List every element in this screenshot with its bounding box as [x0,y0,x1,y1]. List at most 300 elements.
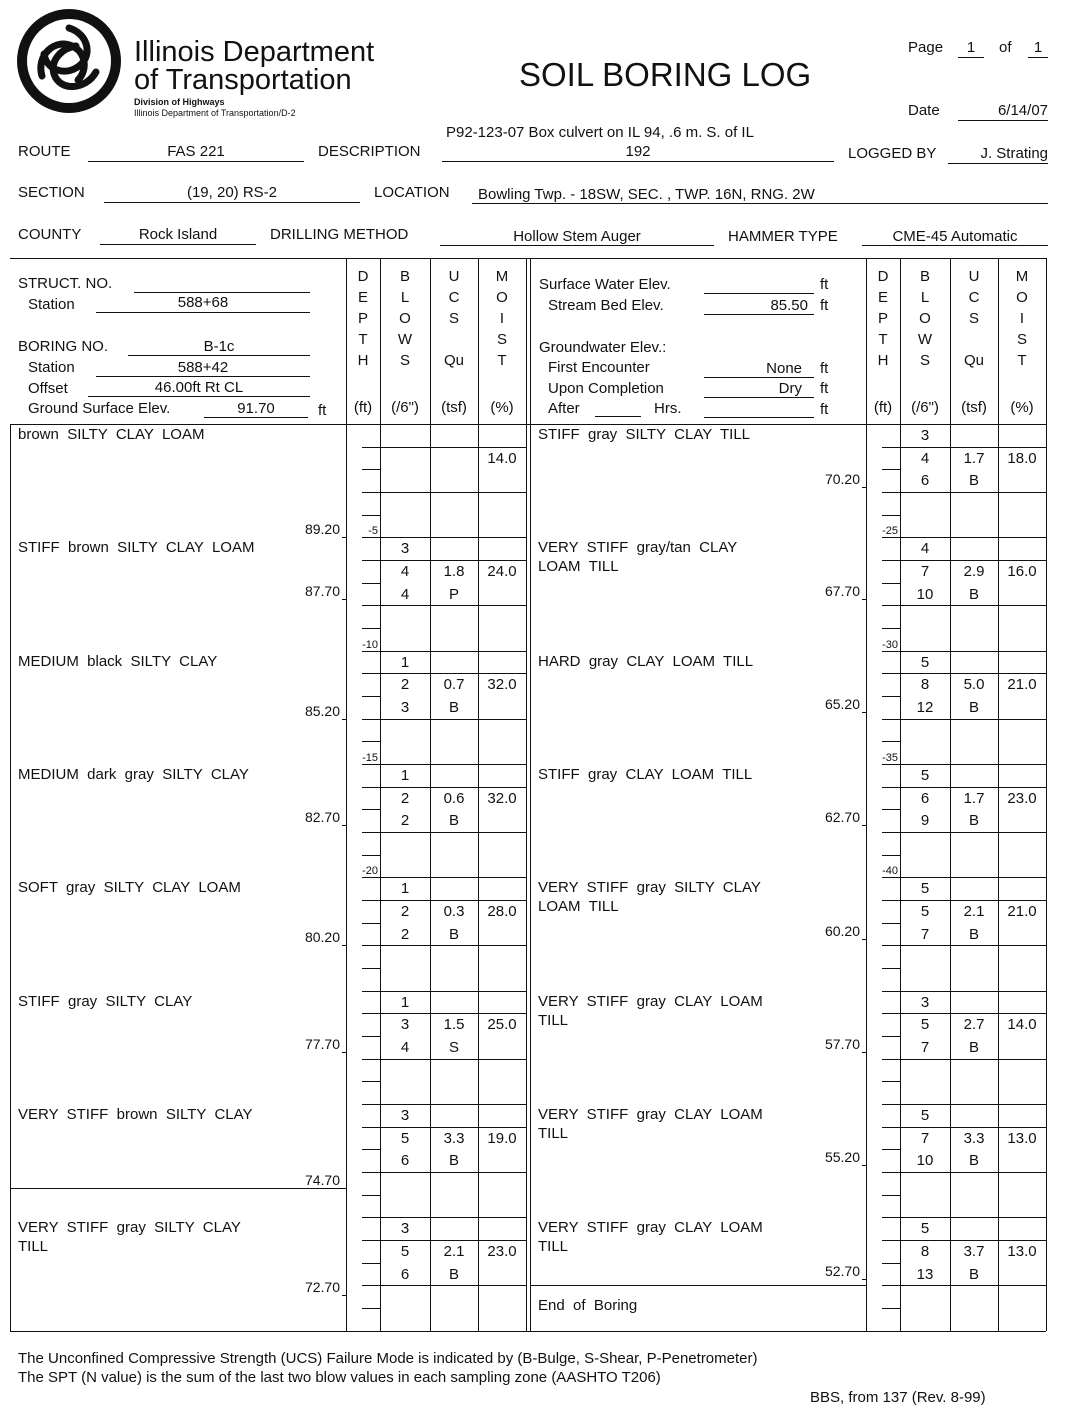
ucs-failure-mode: B [968,1152,979,1170]
blow-count: 2 [400,925,410,943]
sample-bottom-line [380,1285,526,1286]
depth-tick [882,651,900,652]
table-border-right [1046,258,1047,1331]
agency-name-line2: of Transportation [134,64,352,96]
blow-count: 6 [920,472,930,490]
depth-tick [362,923,380,924]
boring-station-value: 588+42 [177,359,229,376]
blow-count: 7 [920,1039,930,1057]
ucs-failure-mode: B [448,699,459,717]
depth-tick [362,628,380,629]
layer-elevation: 89.20 [304,521,340,538]
depth-tick [362,492,380,493]
moisture-value: 32.0 [487,676,517,694]
sample-mid-line [900,1013,1046,1014]
surface-water-label: Surface Water Elev. [539,276,671,293]
depth-mark: -40 [882,865,898,878]
sample-top-line [380,651,526,652]
location-label: LOCATION [374,184,450,201]
depth-tick [882,447,900,448]
depth-tick [882,991,900,992]
sample-top-line [900,651,1046,652]
layer-boundary-tick [342,537,346,538]
sample-bottom-line [380,832,526,833]
first-encounter-unit: ft [820,360,829,377]
depth-tick [882,945,900,946]
sample-top-line [380,424,526,425]
col-depth-unit: (ft) [353,399,373,416]
upon-completion-unit: ft [820,380,829,397]
surface-water-unit: ft [820,276,829,293]
division-sub-label: Illinois Department of Transportation/D-2 [134,108,296,118]
sample-mid-line [900,560,1046,561]
depth-tick [362,900,380,901]
blow-count: 9 [920,812,930,830]
boring-no-value: B-1c [203,338,235,355]
sample-top-line [380,877,526,878]
sample-bottom-line [900,492,1046,493]
upon-completion-value: Dry [778,380,802,397]
depth-tick [882,1240,900,1241]
depth-tick [362,560,380,561]
depth-tick [362,537,380,538]
date-value: 6/14/07 [997,102,1048,119]
blow-count: 1 [400,880,410,898]
ucs-value: 0.7 [443,676,465,694]
ucs-failure-mode: B [968,699,979,717]
blow-count: 1 [400,993,410,1011]
moisture-value: 18.0 [1007,449,1037,467]
moisture-value: 16.0 [1007,563,1037,581]
depth-tick [362,1195,380,1196]
layer-elevation: 77.70 [304,1035,340,1052]
depth-tick [882,673,900,674]
moisture-value: 13.0 [1007,1243,1037,1261]
soil-description: STIFF gray SILTY CLAY TILL [538,426,751,443]
stream-bed-label: Stream Bed Elev. [548,297,664,314]
footer-note-spt: The SPT (N value) is the sum of the last two blow values in each sampling zone (AASHTO T206) [18,1369,661,1386]
ucs-value: 3.3 [443,1129,465,1147]
ucs-failure-mode: P [448,585,459,603]
col-moist-unit-right: (%) [1010,399,1034,416]
sample-mid-line [380,1240,526,1241]
soil-description: STIFF gray SILTY CLAY [18,992,193,1010]
depth-tick [362,991,380,992]
ucs-failure-mode: B [968,585,979,603]
blow-count: 1 [400,767,410,785]
page-number: 1 [966,39,976,56]
drilling-method-value: Hollow Stem Auger [513,228,641,245]
layer-elevation: 57.70 [824,1035,860,1052]
layer-boundary-tick [862,1165,866,1166]
layer-elevation: 74.70 [304,1171,340,1188]
layer-boundary-tick [342,599,346,600]
depth-tick [882,605,900,606]
sample-top-line [900,764,1046,765]
soil-description: VERY STIFF brown SILTY CLAY [18,1106,253,1124]
layer-boundary-tick [862,939,866,940]
sample-mid-line [900,1240,1046,1241]
depth-tick [362,945,380,946]
layer-elevation: 72.70 [304,1278,340,1295]
soil-description: VERY STIFF gray SILTY CLAY TILL [18,1219,241,1256]
depth-tick [362,1059,380,1060]
moisture-value: 19.0 [487,1129,517,1147]
soil-description: VERY STIFF gray/tan CLAY LOAM TILL [538,539,738,576]
date-label: Date [908,102,940,119]
depth-tick [362,1013,380,1014]
sample-bottom-line [900,605,1046,606]
blow-count: 1 [400,653,410,671]
stream-bed-value: 85.50 [770,297,808,314]
depth-tick [882,492,900,493]
route-label: ROUTE [18,143,71,160]
sample-mid-line [380,1013,526,1014]
moisture-value: 23.0 [1007,789,1037,807]
depth-tick [362,741,380,742]
offset-label: Offset [28,380,68,397]
ucs-failure-mode: S [448,1039,459,1057]
struct-no-label: STRUCT. NO. [18,275,113,292]
of-label: of [999,39,1012,56]
form-number: BBS, from 137 (Rev. 8-99) [810,1389,986,1406]
blow-count: 5 [920,903,930,921]
section-label: SECTION [18,184,85,201]
soil-description: MEDIUM dark gray SILTY CLAY [18,766,249,784]
col-depth-unit-right: (ft) [873,399,893,416]
soil-description: brown SILTY CLAY LOAM [18,426,205,443]
depth-mark: -35 [882,752,898,765]
depth-tick [882,1308,900,1309]
moisture-value: 13.0 [1007,1129,1037,1147]
depth-tick [362,1172,380,1173]
depth-tick [882,1285,900,1286]
depth-tick [362,764,380,765]
ucs-value: 1.5 [443,1016,465,1034]
depth-tick [362,696,380,697]
depth-tick [362,1240,380,1241]
ucs-value: 1.7 [963,789,985,807]
sample-bottom-line [900,1059,1046,1060]
depth-tick [882,787,900,788]
sample-bottom-line [380,1059,526,1060]
sample-top-line [900,877,1046,878]
depth-tick [882,900,900,901]
page-title: SOIL BORING LOG [519,56,812,93]
depth-tick [882,764,900,765]
blow-count: 3 [920,427,930,444]
blow-count: 6 [400,1152,410,1170]
depth-tick [882,968,900,969]
col-moist-header: M O I S T [495,268,509,369]
ucs-failure-mode: B [448,925,459,943]
ucs-value: 0.3 [443,903,465,921]
blow-count: 8 [920,1243,930,1261]
depth-tick [882,719,900,720]
col-ucs-header: U C S Qu [443,268,464,369]
blow-count: 3 [400,699,410,717]
blow-count: 2 [400,812,410,830]
sample-mid-line [900,447,1046,448]
layer-elevation: 87.70 [304,582,340,599]
blow-count: 13 [916,1265,934,1283]
blow-count: 5 [400,1129,410,1147]
sample-top-line [900,424,1046,425]
sample-top-line [380,1104,526,1105]
soil-description: MEDIUM black SILTY CLAY [18,652,218,670]
description-label: DESCRIPTION [318,143,421,160]
division-label: Division of Highways [134,97,225,107]
depth-tick [362,877,380,878]
depth-tick [882,1172,900,1173]
depth-mark: -30 [882,638,898,651]
col-ucs-unit: (tsf) [441,399,467,416]
moisture-value: 14.0 [487,449,517,467]
depth-tick [362,515,380,516]
ucs-failure-mode: B [968,1039,979,1057]
soil-description: VERY STIFF gray CLAY LOAM TILL [538,992,763,1029]
col-depth-header-right: D E P T H [877,268,889,369]
blow-count: 8 [920,676,930,694]
ground-elev-label: Ground Surface Elev. [28,400,171,417]
blow-count: 3 [400,1016,410,1034]
blow-count: 10 [916,585,934,603]
ucs-failure-mode: B [968,472,979,490]
depth-tick [362,719,380,720]
blow-count: 12 [916,699,934,717]
col-ucs-header-right: U C S Qu [963,268,984,369]
soil-description: End of Boring [538,1296,638,1314]
depth-mark: -25 [882,525,898,538]
depth-tick [882,1036,900,1037]
col-moist-unit: (%) [490,399,514,416]
table-border-bottom [10,1331,1046,1332]
page-total: 1 [1033,39,1043,56]
after-hrs-label: Hrs. [654,400,682,417]
depth-tick [882,1263,900,1264]
moisture-value: 32.0 [487,789,517,807]
sample-mid-line [900,900,1046,901]
blow-count: 4 [400,585,410,603]
sample-bottom-line [900,1172,1046,1173]
blow-count: 5 [920,1220,930,1238]
depth-tick [882,515,900,516]
depth-tick [362,583,380,584]
sample-bottom-line [380,719,526,720]
sample-mid-line [380,447,526,448]
layer-boundary-tick [862,599,866,600]
depth-tick [362,809,380,810]
depth-tick [362,673,380,674]
layer-elevation: 70.20 [824,471,860,488]
blow-count: 3 [400,1107,410,1125]
soil-description: VERY STIFF gray SILTY CLAY LOAM TILL [538,879,761,916]
depth-tick [362,605,380,606]
layer-boundary-tick [342,719,346,720]
ucs-value: 1.8 [443,563,465,581]
first-encounter-label: First Encounter [548,359,650,376]
ucs-value: 0.6 [443,789,465,807]
sample-mid-line [380,1127,526,1128]
depth-tick [362,1081,380,1082]
ucs-value: 1.7 [963,449,985,467]
sample-bottom-line [380,945,526,946]
ground-elev-unit: ft [318,402,327,419]
depth-tick [362,832,380,833]
struct-station-label: Station [28,296,75,313]
layer-elevation: 82.70 [304,809,340,826]
moisture-value: 14.0 [1007,1016,1037,1034]
sample-top-line [380,1217,526,1218]
ground-elev-value: 91.70 [237,400,275,417]
layer-boundary-tick [342,825,346,826]
depth-tick [882,1149,900,1150]
ucs-failure-mode: B [448,812,459,830]
blow-count: 7 [920,925,930,943]
ucs-value: 2.9 [963,563,985,581]
depth-tick [362,787,380,788]
depth-tick [362,1217,380,1218]
blow-count: 2 [400,676,410,694]
hammer-type-label: HAMMER TYPE [728,228,838,245]
sample-bottom-line [380,605,526,606]
soil-description: VERY STIFF gray CLAY LOAM TILL [538,1106,763,1143]
sample-mid-line [380,560,526,561]
depth-tick [362,469,380,470]
moisture-value: 21.0 [1007,903,1037,921]
blow-count: 5 [920,880,930,898]
sample-mid-line [900,1127,1046,1128]
layer-elevation: 55.20 [824,1149,860,1166]
soil-description: VERY STIFF gray CLAY LOAM TILL [538,1219,763,1256]
blow-count: 4 [920,449,930,467]
layer-elevation: 60.20 [824,922,860,939]
layer-boundary-tick [862,487,866,488]
soil-description: STIFF brown SILTY CLAY LOAM [18,539,255,557]
depth-tick [882,855,900,856]
layer-elevation: 67.70 [824,582,860,599]
layer-elevation: 65.20 [824,695,860,712]
depth-tick [362,1149,380,1150]
layer-boundary-line [530,1285,866,1286]
sample-mid-line [900,787,1046,788]
blow-count: 3 [400,540,410,558]
sample-mid-line [900,673,1046,674]
sample-bottom-line [900,945,1046,946]
boring-no-label: BORING NO. [18,338,109,355]
location-value: Bowling Twp. - 18SW, SEC. , TWP. 16N, RNG. 2W [478,186,815,203]
sample-top-line [380,764,526,765]
blow-count: 5 [920,1016,930,1034]
ucs-value: 5.0 [963,676,985,694]
agency-name-line1: Illinois Department [134,36,375,68]
table-border-left [10,424,11,1331]
col-blows-unit-right: (/6") [911,399,939,416]
ucs-value: 3.7 [963,1243,985,1261]
soil-description: SOFT gray SILTY CLAY LOAM [18,879,241,897]
description-line1: P92-123-07 Box culvert on IL 94, .6 m. S. of IL [446,124,754,141]
layer-boundary-tick [342,945,346,946]
depth-tick [882,628,900,629]
depth-tick [362,968,380,969]
stream-bed-unit: ft [820,297,829,314]
depth-tick [882,1059,900,1060]
ucs-failure-mode: B [968,925,979,943]
depth-mark: -15 [362,752,378,765]
blow-count: 10 [916,1152,934,1170]
moisture-value: 21.0 [1007,676,1037,694]
county-value: Rock Island [138,226,218,243]
depth-mark: -20 [362,865,378,878]
sample-bottom-line [900,832,1046,833]
county-label: COUNTY [18,226,82,243]
blow-count: 4 [400,1039,410,1057]
layer-boundary-tick [862,1052,866,1053]
depth-tick [882,583,900,584]
sample-bottom-line [380,1172,526,1173]
depth-tick [362,1308,380,1309]
depth-tick [882,696,900,697]
col-depth-header: D E P T H [357,268,369,369]
layer-boundary-tick [862,1279,866,1280]
sample-top-line [380,991,526,992]
boring-station-label: Station [28,359,75,376]
depth-tick [882,832,900,833]
after-unit: ft [820,401,829,418]
depth-tick [882,1127,900,1128]
col-blows-header: B L O W S [397,268,413,369]
layer-boundary-tick [862,825,866,826]
soil-description: STIFF gray CLAY LOAM TILL [538,766,753,784]
blow-count: 5 [920,653,930,671]
first-encounter-value: None [766,360,802,377]
moisture-value: 24.0 [487,563,517,581]
moisture-value: 23.0 [487,1243,517,1261]
sample-top-line [900,1104,1046,1105]
blow-count: 5 [920,767,930,785]
sample-mid-line [380,673,526,674]
blow-count: 3 [920,993,930,1011]
footer-note-ucs: The Unconfined Compressive Strength (UCS) Failure Mode is indicated by (B-Bulge, S-Shear, P-Penetrometer) [18,1350,758,1367]
blow-count: 5 [400,1243,410,1261]
drilling-method-label: DRILLING METHOD [270,226,409,243]
layer-boundary-tick [342,1295,346,1296]
soil-description: HARD gray CLAY LOAM TILL [538,652,754,670]
depth-tick [882,469,900,470]
table-border-top [10,258,1046,259]
sample-top-line [900,1217,1046,1218]
depth-tick [362,1036,380,1037]
blow-count: 6 [400,1265,410,1283]
layer-boundary-line [10,1188,346,1189]
sample-bottom-line [900,1285,1046,1286]
sample-top-line [900,991,1046,992]
route-value: FAS 221 [167,143,225,160]
depth-tick [362,1104,380,1105]
depth-tick [882,1013,900,1014]
sample-mid-line [380,900,526,901]
blow-count: 2 [400,903,410,921]
moisture-value: 25.0 [487,1016,517,1034]
upon-completion-label: Upon Completion [548,380,664,397]
idot-logo-icon [14,6,124,116]
page-label: Page [908,39,944,56]
description-line2: 192 [625,143,651,160]
depth-tick [882,1195,900,1196]
sample-top-line [900,537,1046,538]
depth-tick [362,1263,380,1264]
blow-count: 7 [920,563,930,581]
